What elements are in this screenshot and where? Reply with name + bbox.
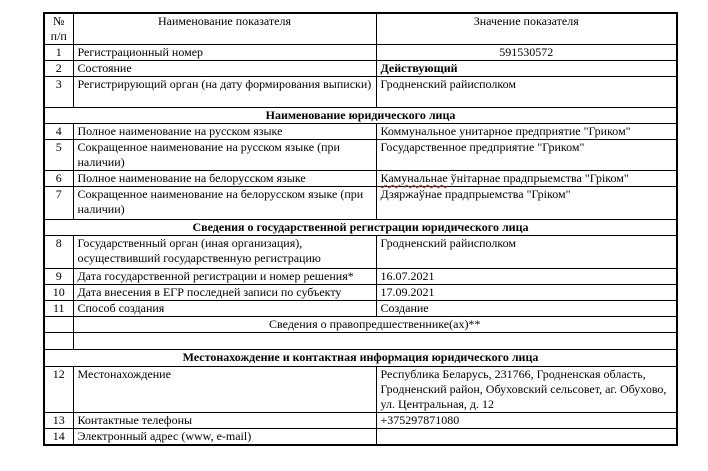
indicator-value: Республика Беларусь, 231766, Гродненская область, Гродненский район, Обуховский сельсовет, аг. Обухово, ул. Центральная, д. 12 [376, 367, 677, 413]
header-num-line2: п/п [50, 29, 67, 43]
indicator-value: Гродненский райисполком [376, 236, 677, 269]
row-number: 1 [44, 45, 73, 61]
indicator-value: Коммунальное унитарное предприятие "Гриком" [376, 124, 677, 140]
section-title-location: Местонахождение и контактная информация юридического лица [44, 350, 677, 367]
indicator-value: Гродненский райисполком [376, 77, 677, 108]
predecessor-title: Сведения о правопредшественнике(ах)** [73, 317, 677, 333]
row-number: 5 [44, 140, 73, 171]
table-row-11 [44, 301, 677, 317]
indicator-name: Дата государственной регистрации и номер решения* [73, 269, 376, 285]
table-row-3 [44, 77, 677, 108]
empty-row [44, 333, 677, 350]
indicator-value: 591530572 [376, 45, 677, 61]
table-row-1 [44, 45, 677, 61]
indicator-name: Электронный адрес (www, e-mail) [73, 429, 376, 446]
table-row-10 [44, 285, 677, 301]
header-indicator-name: Наименование показателя [73, 13, 376, 45]
indicator-name: Контактные телефоны [73, 413, 376, 429]
row-number-empty [44, 333, 73, 350]
row-number: 10 [44, 285, 73, 301]
row-number-empty [44, 317, 73, 333]
row-number: 14 [44, 429, 73, 446]
section-title-naming: Наименование юридического лица [44, 108, 677, 124]
indicator-value: Дзяржаўнае прадпрыемства "Гріком" [376, 187, 677, 220]
indicator-name: Регистрирующий орган (на дату формирования выписки) [73, 77, 376, 108]
row-number: 3 [44, 77, 73, 108]
table-row-6 [44, 171, 677, 187]
row-number: 7 [44, 187, 73, 220]
indicator-value: 17.09.2021 [376, 285, 677, 301]
table-row-4 [44, 124, 677, 140]
row-number: 6 [44, 171, 73, 187]
section-row-location [44, 350, 677, 367]
indicator-name: Сокращенное наименование на белорусском языке (при наличии) [73, 187, 376, 220]
indicator-value: Создание [376, 301, 677, 317]
indicator-name: Состояние [73, 61, 376, 77]
indicator-name: Регистрационный номер [73, 45, 376, 61]
table-row-8 [44, 236, 677, 269]
table-row-14 [44, 429, 677, 446]
table-header-row [44, 13, 677, 45]
table-row-7 [44, 187, 677, 220]
table-row-9 [44, 269, 677, 285]
header-num-cell [44, 13, 73, 45]
indicator-name: Местонахождение [73, 367, 376, 413]
indicator-value: Государственное предприятие "Гриком" [376, 140, 677, 171]
indicator-value [376, 429, 677, 446]
section-title-registration: Сведения о государственной регистрации юридического лица [44, 220, 677, 236]
indicator-name: Полное наименование на белорусском языке [73, 171, 376, 187]
indicator-value: +375297871080 [376, 413, 677, 429]
section-row-registration [44, 220, 677, 236]
indicator-value: 16.07.2021 [376, 269, 677, 285]
misspelled-word: Камунальнае [380, 171, 448, 185]
row-number: 12 [44, 367, 73, 413]
row-number: 2 [44, 61, 73, 77]
empty-cell [73, 333, 677, 350]
row-number: 4 [44, 124, 73, 140]
row-number: 8 [44, 236, 73, 269]
indicator-value-status: Действующий [376, 61, 677, 77]
indicator-name: Полное наименование на русском языке [73, 124, 376, 140]
table-row-12 [44, 367, 677, 413]
predecessor-row [44, 317, 677, 333]
indicator-name: Дата внесения в ЕГР последней записи по субъекту [73, 285, 376, 301]
row-number: 13 [44, 413, 73, 429]
header-indicator-value: Значение показателя [376, 13, 677, 45]
table-row-5 [44, 140, 677, 171]
table-row-13 [44, 413, 677, 429]
registry-extract-table [43, 12, 678, 446]
row-number: 11 [44, 301, 73, 317]
row-number: 9 [44, 269, 73, 285]
indicator-name: Способ создания [73, 301, 376, 317]
indicator-value-rest: ўнітарнае прадпрыемства "Гріком" [447, 171, 629, 185]
section-row-naming [44, 108, 677, 124]
indicator-name: Сокращенное наименование на русском языке (при наличии) [73, 140, 376, 171]
table-row-2 [44, 61, 677, 77]
header-num-line1: № [53, 14, 65, 28]
indicator-name: Государственный орган (иная организация), осуществивший государственную регистрацию [73, 236, 376, 269]
indicator-value [376, 171, 677, 187]
